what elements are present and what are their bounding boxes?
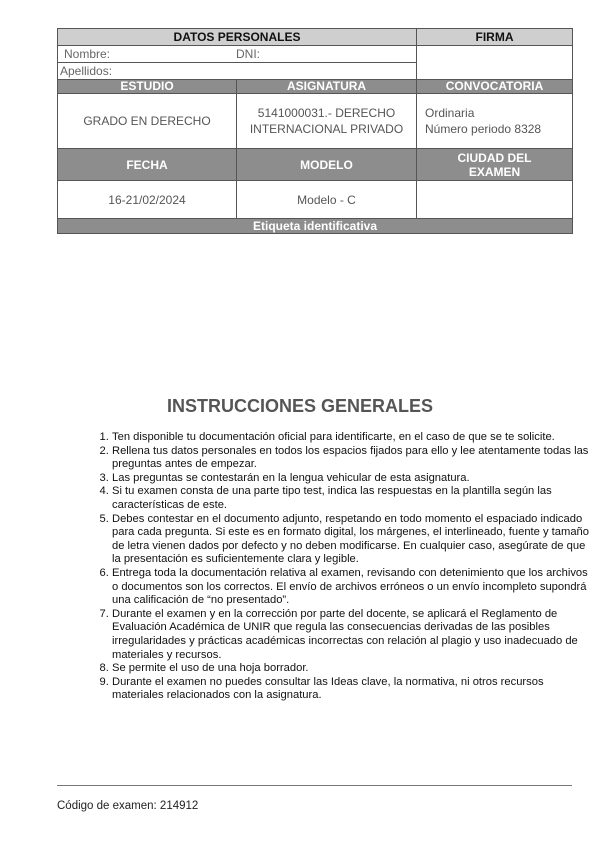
modelo-value: Modelo - C <box>237 181 417 219</box>
convocatoria-value <box>417 94 573 149</box>
instruction-item: 3. Las preguntas se contestarán en la lengua vehicular de esta asignatura. <box>112 472 594 486</box>
nombre-dni-row <box>58 46 417 63</box>
instruction-item: 2. Rellena tus datos personales en todos los espacios fijados para ello y lee atentamente todas las preguntas antes de empezar. <box>112 445 594 472</box>
apellidos-field[interactable]: Apellidos: <box>58 63 417 80</box>
asignatura-code-line: 5141000031.- DERECHO <box>257 106 396 120</box>
ciudad-value[interactable] <box>417 181 573 219</box>
convocatoria-type: Ordinaria <box>425 106 475 120</box>
instructions-list <box>92 431 594 703</box>
asignatura-value <box>237 94 417 149</box>
ciudad-header <box>417 149 573 181</box>
estudio-header: ESTUDIO <box>58 80 237 94</box>
instruction-item: 5. Debes contestar en el documento adjunto, respetando en todo momento el espaciado indicado para cada pregunta. Si este es en formato digital, los márgenes, el interlineado, fuente y tamaño de letra vienen dados por defecto y no deben modificarse. En cualquier caso, asegúrate de que la presentación es suficientemente clara y legible. <box>112 513 594 567</box>
fecha-value: 16-21/02/2024 <box>58 181 237 219</box>
instruction-item: 7. Durante el examen y en la corrección por parte del docente, se aplicará el Reglamento de Evaluación Académica de UNIR que regula las consecuencias derivadas de las posibles irregularidades y prácticas académicas incorrectas con relación al plagio y uso inadecuado de materiales y recursos. <box>112 608 594 662</box>
exam-code: Código de examen: 214912 <box>57 800 199 812</box>
asignatura-name-line: INTERNACIONAL PRIVADO <box>249 122 404 136</box>
modelo-header: MODELO <box>237 149 417 181</box>
estudio-value: GRADO EN DERECHO <box>58 94 237 149</box>
instruction-item: 6. Entrega toda la documentación relativa al examen, revisando con detenimiento que los archivos o documentos son los correctos. El envío de archivos erróneos o un envío incompleto supondrá una calificación de “no presentado”. <box>112 567 594 608</box>
convocatoria-header: CONVOCATORIA <box>417 80 573 94</box>
convocatoria-period: Número periodo 8328 <box>425 122 542 136</box>
ciudad-header-line1: CIUDAD DEL <box>457 150 532 165</box>
nombre-field[interactable]: Nombre: <box>64 47 111 61</box>
instruction-item: 4. Si tu examen consta de una parte tipo test, indica las respuestas en la plantilla según las características de este. <box>112 485 594 512</box>
instruction-item: 8. Se permite el uso de una hoja borrador. <box>112 662 594 676</box>
datos-personales-header: DATOS PERSONALES <box>58 29 417 46</box>
fecha-header: FECHA <box>58 149 237 181</box>
ciudad-header-line2: EXAMEN <box>468 164 521 179</box>
dni-field[interactable]: DNI: <box>236 47 261 61</box>
instruction-item: 9. Durante el examen no puedes consultar las Ideas clave, la normativa, ni otros recursos materiales relacionados con la asignatura. <box>112 676 594 703</box>
firma-header: FIRMA <box>417 29 573 46</box>
instruction-item: 1. Ten disponible tu documentación oficial para identificarte, en el caso de que se te solicite. <box>112 431 594 445</box>
instructions-title: INSTRUCCIONES GENERALES <box>166 396 434 416</box>
exam-header-form <box>57 28 572 234</box>
asignatura-header: ASIGNATURA <box>237 80 417 94</box>
firma-box[interactable] <box>417 46 573 80</box>
footer-divider <box>57 785 572 786</box>
etiqueta-identificativa: Etiqueta identificativa <box>58 219 573 234</box>
